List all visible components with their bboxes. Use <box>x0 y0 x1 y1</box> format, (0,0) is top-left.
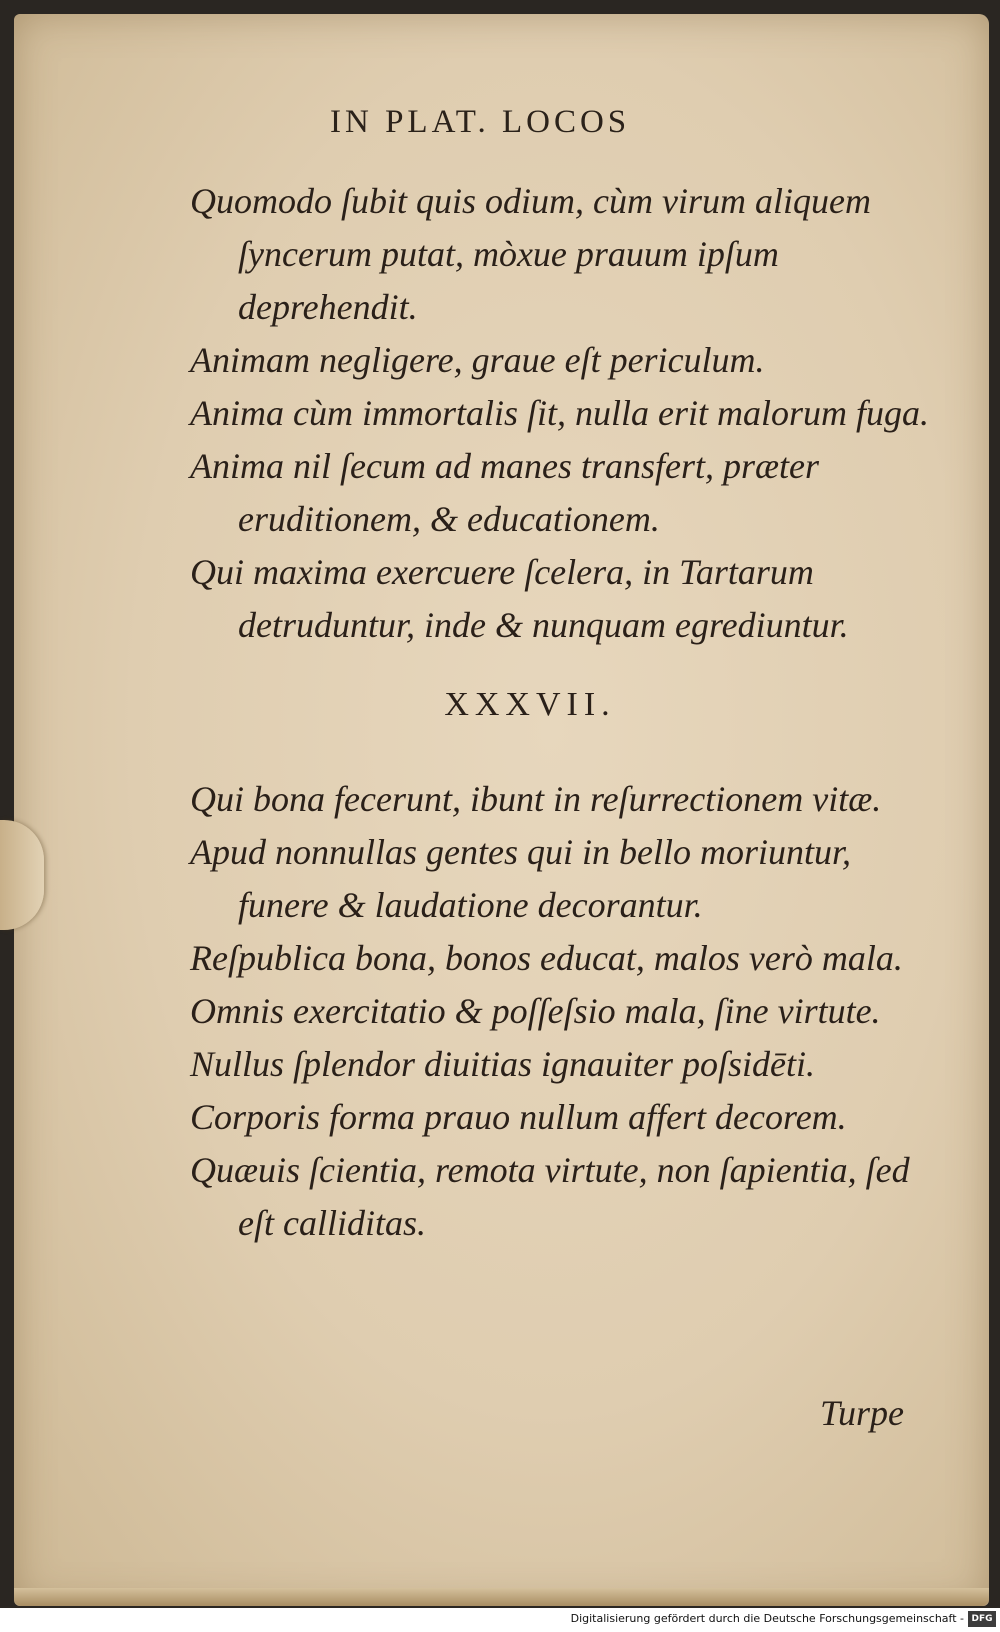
entry: Animam negligere, graue eſt periculum. <box>190 340 765 380</box>
entry: Anima cùm immortalis ſit, nulla erit malorum fuga. <box>190 393 930 433</box>
entry: Omnis exercitatio & poſſeſsio mala, ſine virtute. <box>190 991 881 1031</box>
section-heading: XXXVII. <box>444 686 616 723</box>
entry: Quæuis ſcientia, remota virtute, non ſapientia, ſed eſt calliditas. <box>190 1150 910 1243</box>
entry: Apud nonnullas gentes qui in bello moriuntur, funere & laudatione decorantur. <box>190 832 851 925</box>
footer-credit: Digitalisierung gefördert durch die Deutsche Forschungsgemeinschaft - <box>570 1612 964 1625</box>
catchword: Turpe <box>820 1393 905 1433</box>
entry: Nullus ſplendor diuitias ignauiter poſsidēti. <box>190 1044 816 1084</box>
entries-block <box>190 175 930 1250</box>
running-head: IN PLAT. LOCOS <box>330 104 631 140</box>
entry: Quomodo ſubit quis odium, cùm virum aliquem ſyncerum putat, mòxue prauum ipſum deprehendit. <box>190 181 871 327</box>
entry: Qui bona fecerunt, ibunt in reſurrectionem vitæ. <box>190 779 882 819</box>
dfg-logo-icon: DFG <box>968 1611 996 1627</box>
entry: Anima nil ſecum ad manes transfert, præter eruditionem, & educationem. <box>190 446 819 539</box>
entry: Qui maxima exercuere ſcelera, in Tartarum detruduntur, inde & nunquam egrediuntur. <box>190 552 849 645</box>
page-edge-bottom <box>14 1588 989 1606</box>
entry: Corporis forma prauo nullum affert decorem. <box>190 1097 847 1137</box>
entry: Reſpublica bona, bonos educat, malos verò mala. <box>190 938 903 978</box>
footer-bar <box>0 1608 1000 1632</box>
